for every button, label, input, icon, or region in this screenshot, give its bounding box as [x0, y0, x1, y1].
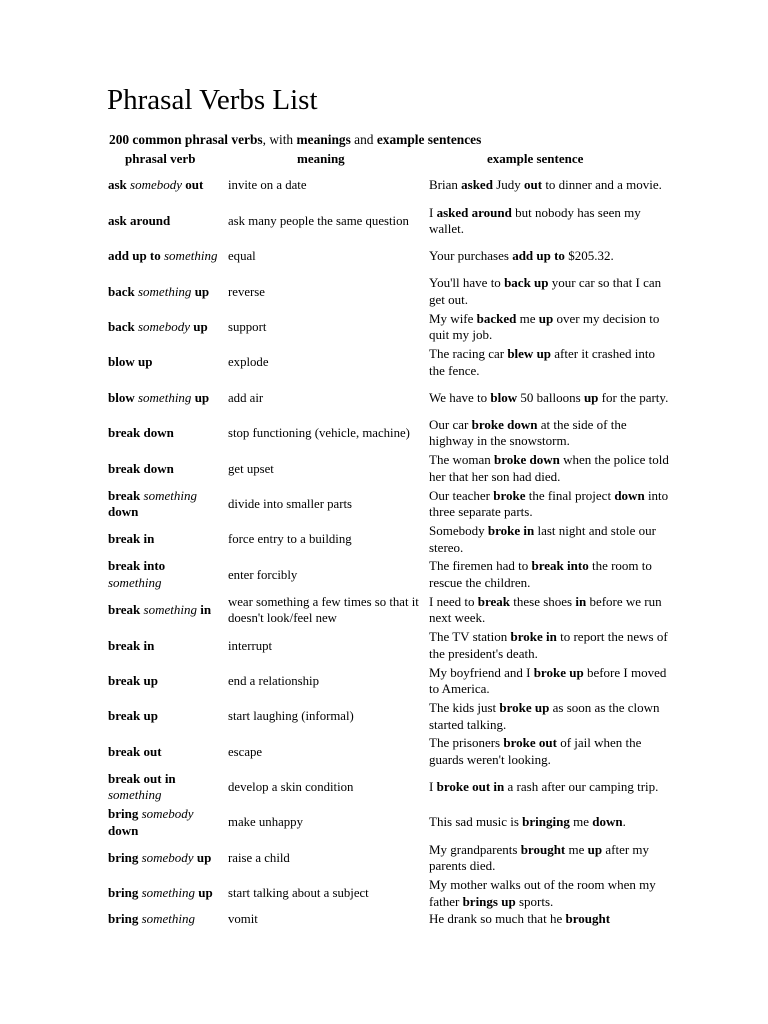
phrasal-verb-cell — [108, 593, 220, 628]
meaning-text: force entry to a building — [228, 532, 352, 547]
example-sentence-cell — [429, 310, 669, 345]
text-run: break in — [108, 531, 155, 547]
phrasal-verb-cell — [108, 628, 220, 663]
meaning-text: develop a skin condition — [228, 780, 354, 795]
meaning-text: add air — [228, 390, 264, 405]
text-run: up — [191, 389, 210, 405]
text-run: down — [108, 822, 139, 838]
meaning-cell — [228, 345, 424, 380]
text-run: break up — [108, 708, 158, 724]
example-sentence-cell — [429, 522, 669, 557]
meaning-cell — [228, 451, 424, 486]
emphasized-text: something — [108, 574, 162, 590]
example-sentence-cell — [429, 451, 669, 486]
text-run: The firemen had to — [429, 558, 532, 574]
example-sentence-text — [429, 248, 614, 265]
example-sentence-text — [429, 558, 669, 591]
subtitle-segment: 200 common phrasal verbs — [109, 132, 263, 147]
example-sentence-text — [429, 390, 668, 407]
table-row — [107, 628, 667, 663]
table-row — [107, 805, 667, 840]
meaning-cell — [228, 310, 424, 345]
text-run: 50 balloons — [517, 389, 584, 405]
text-run: out — [182, 177, 204, 193]
text-run: to report the news of the president's death. — [429, 629, 668, 661]
emphasized-text: asked — [461, 177, 493, 193]
text-run: after it crashed into the fence. — [429, 346, 655, 378]
meaning-text: reverse — [228, 284, 265, 299]
meaning-cell — [228, 522, 424, 557]
phrasal-verb-text — [108, 558, 220, 591]
example-sentence-text — [429, 735, 669, 768]
emphasized-text: broke down — [471, 416, 538, 432]
text-run: up — [195, 885, 213, 901]
text-run: I — [429, 779, 437, 795]
example-sentence-text — [429, 629, 669, 662]
phrasal-verb-cell — [108, 876, 220, 911]
table-row — [107, 734, 667, 769]
example-sentence-cell — [429, 274, 669, 309]
text-run: add up to — [108, 248, 164, 264]
emphasized-text: up — [538, 310, 554, 326]
emphasized-text: broke up — [533, 664, 584, 680]
subtitle-segment: , with — [262, 132, 297, 147]
text-run: but nobody has seen my wallet. — [429, 204, 641, 237]
text-run: of jail when the guards weren't looking. — [429, 735, 642, 767]
phrasal-verb-cell — [108, 734, 220, 769]
subtitle-segment: meanings — [296, 132, 351, 147]
emphasized-text: brought — [565, 911, 611, 927]
example-sentence-text — [429, 523, 669, 556]
text-run: break up — [108, 672, 158, 688]
phrasal-verb-text — [108, 771, 220, 804]
phrasal-verb-cell — [108, 168, 220, 203]
table-row — [107, 699, 667, 734]
text-run: break out — [108, 743, 162, 759]
phrasal-verb-cell — [108, 663, 220, 698]
meaning-cell — [228, 203, 424, 238]
phrasal-verb-cell — [108, 310, 220, 345]
text-run: back — [108, 319, 138, 334]
text-run: break out in — [108, 770, 176, 786]
text-run: me — [569, 814, 593, 830]
text-run: My mother walks out of the room when my father — [429, 877, 656, 909]
meaning-cell — [228, 239, 424, 274]
emphasized-text: break — [477, 593, 510, 609]
phrasal-verb-text — [108, 673, 158, 690]
example-sentence-text — [429, 452, 669, 485]
emphasized-text: blow — [490, 389, 518, 405]
example-sentence-cell — [429, 805, 669, 840]
page-subtitle — [109, 132, 481, 148]
text-run: The racing car — [429, 346, 508, 362]
emphasized-text: down — [592, 814, 623, 830]
meaning-cell — [228, 876, 424, 911]
emphasized-text: down — [614, 487, 645, 503]
example-sentence-text — [429, 177, 662, 194]
text-run: blow up — [108, 354, 153, 370]
text-run: before we run next week. — [429, 593, 662, 626]
example-sentence-text — [429, 275, 669, 308]
meaning-text: ask many people the same question — [228, 213, 409, 228]
text-run: bring — [108, 885, 142, 901]
table-row — [107, 203, 667, 238]
text-run: The woman — [429, 452, 494, 468]
example-sentence-text — [429, 665, 669, 698]
table-row — [107, 522, 667, 557]
meaning-cell — [228, 380, 424, 415]
example-sentence-cell — [429, 699, 669, 734]
meaning-text: invite on a date — [228, 178, 307, 193]
example-sentence-cell — [429, 663, 669, 698]
text-run: for the party. — [598, 389, 669, 405]
text-run: back — [108, 283, 138, 299]
phrasal-verb-text — [108, 708, 158, 725]
text-run: the room to rescue the children. — [429, 558, 652, 590]
text-run: . — [622, 814, 626, 830]
text-run: My wife — [429, 310, 477, 326]
meaning-cell — [228, 274, 424, 309]
example-sentence-text — [429, 205, 669, 238]
example-sentence-cell — [429, 239, 669, 274]
text-run: the final project — [525, 487, 615, 503]
text-run: The kids just — [429, 700, 500, 716]
phrasal-verb-text — [108, 354, 152, 371]
text-run: when the police told her that her son had died. — [429, 452, 669, 484]
meaning-cell — [228, 416, 424, 451]
text-run: as soon as the clown started talking. — [429, 700, 660, 732]
table-row — [107, 557, 667, 592]
phrasal-verb-text — [108, 461, 174, 478]
text-run: me — [516, 310, 539, 326]
example-sentence-cell — [429, 911, 669, 946]
phrasal-verb-text — [108, 806, 220, 839]
meaning-text: explode — [228, 355, 269, 370]
emphasized-text: in — [575, 593, 587, 609]
emphasized-text: broke in — [487, 523, 535, 539]
example-sentence-cell — [429, 876, 669, 911]
text-run: up — [191, 283, 210, 299]
emphasized-text: broke down — [493, 452, 560, 468]
phrasal-verb-cell — [108, 274, 220, 309]
table-row — [107, 593, 667, 628]
text-run: these shoes — [510, 593, 576, 609]
phrasal-verb-text — [108, 638, 154, 655]
phrasal-verb-text — [108, 213, 170, 230]
text-run: to dinner and a movie. — [542, 177, 662, 193]
text-run: break down — [108, 425, 174, 441]
example-sentence-cell — [429, 593, 669, 628]
emphasized-text: somebody — [130, 177, 183, 193]
example-sentence-text — [429, 877, 669, 910]
text-run: My grandparents — [429, 841, 521, 857]
emphasized-text: blew up — [507, 346, 552, 362]
emphasized-text: out — [524, 177, 543, 193]
meaning-cell — [228, 628, 424, 663]
meaning-text: enter forcibly — [228, 567, 298, 582]
phrasal-verb-cell — [108, 522, 220, 557]
example-sentence-text — [429, 311, 669, 344]
phrasal-verb-text — [108, 319, 208, 336]
example-sentence-text — [429, 488, 669, 521]
text-run: sports. — [515, 893, 554, 909]
example-sentence-text — [429, 346, 669, 379]
meaning-text: escape — [228, 744, 263, 759]
example-sentence-text — [429, 911, 610, 928]
phrasal-verb-cell — [108, 345, 220, 380]
phrasal-verb-cell — [108, 699, 220, 734]
phrasal-verb-cell — [108, 451, 220, 486]
meaning-cell — [228, 770, 424, 805]
meaning-text: interrupt — [228, 638, 273, 653]
emphasized-text: broke — [493, 487, 526, 503]
emphasized-text: broke in — [510, 629, 557, 645]
emphasized-text: something — [143, 487, 197, 503]
emphasized-text: backed — [476, 310, 517, 326]
text-run: your car so that I can get out. — [429, 275, 662, 307]
text-run: break — [108, 602, 144, 618]
table-row — [107, 663, 667, 698]
text-run: a rash after our camping trip. — [504, 779, 659, 795]
example-sentence-text — [429, 700, 669, 733]
text-run: bring — [108, 911, 142, 927]
emphasized-text: somebody — [137, 319, 190, 334]
phrasal-verb-cell — [108, 840, 220, 875]
meaning-cell — [228, 805, 424, 840]
example-sentence-cell — [429, 168, 669, 203]
example-sentence-cell — [429, 770, 669, 805]
phrasal-verb-cell — [108, 911, 220, 946]
phrasal-verb-text — [108, 744, 162, 761]
phrasal-verb-text — [108, 248, 217, 265]
example-sentence-text — [429, 594, 669, 627]
text-run: bring — [108, 806, 142, 822]
phrasal-verb-text — [108, 911, 195, 928]
meaning-cell — [228, 734, 424, 769]
text-run: He drank so much that he — [429, 911, 566, 927]
meaning-text: wear something a few times so that it doesn't look/feel new — [228, 594, 419, 626]
phrasal-verb-text — [108, 488, 220, 521]
phrasal-verb-text — [108, 531, 154, 548]
emphasized-text: bringing — [522, 814, 570, 830]
column-header-example-sentence: example sentence — [487, 151, 584, 166]
text-run: before I moved to America. — [429, 664, 667, 697]
text-run: break down — [108, 460, 174, 476]
text-run: ask — [108, 177, 131, 193]
phrasal-verb-text — [108, 850, 211, 867]
column-header-meaning: meaning — [297, 151, 345, 166]
table-row — [107, 770, 667, 805]
column-header-phrasal-verb: phrasal verb — [125, 151, 196, 166]
meaning-text: start laughing (informal) — [228, 709, 354, 724]
text-run: The prisoners — [429, 735, 504, 751]
meaning-text: get upset — [228, 461, 274, 476]
phrasal-verb-text — [108, 602, 211, 619]
phrasal-verb-cell — [108, 487, 220, 522]
emphasized-text: break into — [531, 558, 589, 574]
phrasal-verb-cell — [108, 805, 220, 840]
meaning-text: divide into smaller parts — [228, 496, 353, 511]
phrasal-verb-cell — [108, 239, 220, 274]
example-sentence-cell — [429, 345, 669, 380]
text-run: My boyfriend and I — [429, 664, 534, 680]
emphasized-text: broke up — [499, 700, 550, 716]
text-run: break into — [108, 558, 166, 574]
emphasized-text: back up — [504, 275, 549, 291]
phrasal-verb-text — [108, 284, 209, 301]
example-sentence-text — [429, 814, 626, 831]
example-sentence-cell — [429, 203, 669, 238]
table-row — [107, 487, 667, 522]
emphasized-text: something — [137, 389, 192, 405]
phrasal-verb-cell — [108, 203, 220, 238]
meaning-cell — [228, 593, 424, 628]
phrasal-verbs-table — [107, 168, 667, 947]
table-row — [107, 310, 667, 345]
table-row — [107, 168, 667, 203]
example-sentence-cell — [429, 416, 669, 451]
example-sentence-cell — [429, 380, 669, 415]
emphasized-text: up — [587, 841, 603, 857]
text-run: break in — [108, 637, 155, 653]
text-run: We have to — [429, 389, 491, 405]
meaning-cell — [228, 663, 424, 698]
text-run: in — [196, 602, 212, 618]
phrasal-verb-text — [108, 885, 213, 902]
page-title: Phrasal Verbs List — [107, 84, 318, 116]
text-run: up — [193, 849, 212, 865]
emphasized-text: something — [143, 602, 197, 618]
emphasized-text: broke out in — [436, 779, 505, 795]
meaning-text: end a relationship — [228, 673, 319, 688]
emphasized-text: something — [164, 248, 218, 264]
emphasized-text: something — [141, 885, 196, 901]
meaning-cell — [228, 840, 424, 875]
text-run: This sad music is — [429, 814, 523, 830]
meaning-cell — [228, 699, 424, 734]
meaning-text: start talking about a subject — [228, 886, 369, 901]
table-row — [107, 451, 667, 486]
meaning-text: raise a child — [228, 850, 290, 865]
table-header — [107, 151, 667, 167]
meaning-text: make unhappy — [228, 815, 303, 830]
phrasal-verb-cell — [108, 416, 220, 451]
table-row — [107, 911, 667, 946]
table-row — [107, 876, 667, 911]
emphasized-text: somebody — [141, 806, 194, 822]
example-sentence-text — [429, 417, 669, 450]
text-run: up — [189, 319, 208, 334]
example-sentence-cell — [429, 557, 669, 592]
emphasized-text: something — [108, 787, 162, 803]
example-sentence-cell — [429, 734, 669, 769]
phrasal-verb-cell — [108, 770, 220, 805]
text-run: bring — [108, 849, 142, 865]
phrasal-verb-cell — [108, 557, 220, 592]
example-sentence-text — [429, 842, 669, 875]
emphasized-text: add up to — [512, 248, 565, 264]
text-run: blow — [108, 389, 138, 405]
text-run: ask around — [108, 212, 171, 228]
text-run: last night and stole our stereo. — [429, 523, 656, 555]
phrasal-verb-text — [108, 425, 174, 442]
text-run: break — [108, 487, 144, 503]
text-run: Judy — [492, 177, 524, 193]
meaning-text: vomit — [228, 912, 258, 927]
text-run: at the side of the highway in the snowstorm. — [429, 416, 627, 449]
text-run: down — [108, 504, 139, 520]
example-sentence-cell — [429, 840, 669, 875]
meaning-text: support — [228, 320, 267, 334]
example-sentence-text — [429, 779, 658, 796]
table-row — [107, 239, 667, 274]
meaning-text: equal — [228, 249, 256, 264]
text-run: Our teacher — [429, 487, 494, 503]
text-run: The TV station — [429, 629, 511, 645]
meaning-cell — [228, 487, 424, 522]
meaning-cell — [228, 557, 424, 592]
emphasized-text: something — [137, 283, 192, 299]
table-row — [107, 274, 667, 309]
table-row — [107, 416, 667, 451]
meaning-cell — [228, 911, 424, 946]
emphasized-text: brings up — [462, 893, 516, 909]
meaning-text: stop functioning (vehicle, machine) — [228, 426, 410, 441]
phrasal-verb-text — [108, 390, 209, 407]
example-sentence-cell — [429, 628, 669, 663]
text-run: I need to — [429, 593, 478, 609]
emphasized-text: somebody — [141, 849, 194, 865]
example-sentence-cell — [429, 487, 669, 522]
text-run: Somebody — [429, 523, 488, 539]
emphasized-text: brought — [520, 841, 566, 857]
subtitle-segment: example sentences — [376, 132, 482, 147]
text-run: after my parents died. — [429, 841, 650, 874]
table-row — [107, 840, 667, 875]
emphasized-text: up — [583, 389, 599, 405]
table-row — [107, 345, 667, 380]
emphasized-text: asked around — [436, 204, 512, 220]
text-run: Brian — [429, 177, 462, 193]
text-run: over my decision to quit my job. — [429, 310, 660, 343]
text-run: me — [565, 841, 588, 857]
phrasal-verb-cell — [108, 380, 220, 415]
text-run: $205.32. — [564, 248, 614, 264]
table-row — [107, 380, 667, 415]
text-run: into three separate parts. — [429, 487, 669, 520]
text-run: Your purchases — [429, 248, 513, 264]
emphasized-text: broke out — [503, 735, 557, 751]
text-run: I — [429, 204, 437, 220]
text-run: Our car — [429, 416, 472, 432]
meaning-cell — [228, 168, 424, 203]
phrasal-verb-text — [108, 177, 203, 194]
subtitle-segment: and — [350, 132, 377, 147]
emphasized-text: something — [141, 911, 196, 927]
text-run: You'll have to — [429, 275, 505, 291]
